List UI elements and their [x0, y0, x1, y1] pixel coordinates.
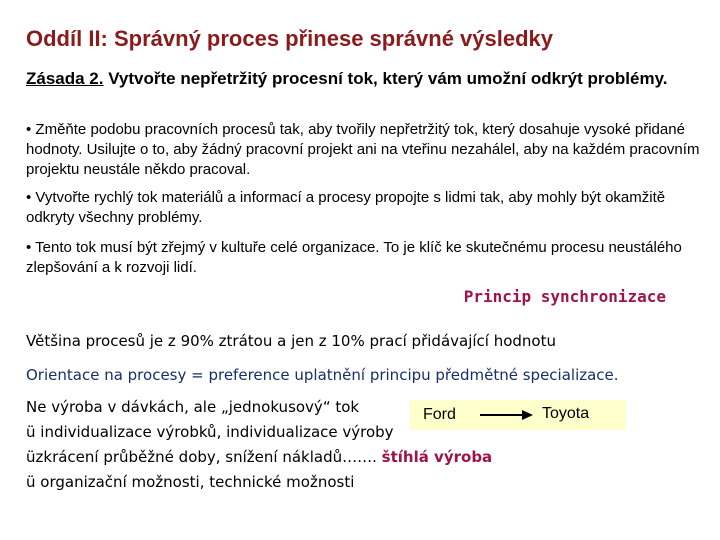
principle-heading — [26, 68, 706, 89]
bullet-fast-flow: • Vytvořte rychlý tok materiálů a informací a procesy propojte s lidmi tak, aby mohly být okamžitě odkryty všechny problémy. — [26, 189, 666, 226]
check-organizational: ü organizační možnosti, technické možnosti — [26, 473, 355, 491]
check-shortening — [26, 448, 492, 466]
batch-statement: Ne výroba v dávkách, ale „jednokusový“ tok — [26, 398, 360, 416]
shortening-text: üzkrácení průběžné doby, snížení nákladů……. — [26, 448, 382, 466]
principle-text: Vytvořte nepřetržitý procesní tok, který vám umožní odkrýt problémy. — [103, 69, 668, 88]
toyota-label: Toyota — [542, 405, 590, 422]
bullet-continuous-flow: • Změňte podobu pracovních procesů tak, aby tvořily nepřetržitý tok, který dosahuje vysoké přidané hodnoty. Usilujte o to, aby žádný pracovní projekt ani na vteřinu nezahálel, aby na každém pracovním projektu neustále někdo pracoval. — [26, 121, 700, 178]
ford-label: Ford — [423, 406, 456, 423]
principle-number: Zásada 2. — [26, 69, 104, 88]
ford-toyota-box — [410, 400, 626, 430]
sync-principle-label: Princip synchronizace — [463, 287, 666, 306]
slide-title: Oddíl II: Správný proces přinese správné výsledky — [26, 26, 554, 51]
orientation-statement: Orientace na procesy = preference uplatnění principu předmětné specializace. — [26, 366, 619, 384]
arrow-right-icon — [478, 406, 534, 424]
check-individualization: ü individualizace výrobků, individualizace výroby — [26, 423, 394, 441]
bullet-culture: • Tento tok musí být zřejmý v kultuře celé organizace. To je klíč ke skutečnému procesu neustálého zlepšování a k rozvoji lidí. — [26, 239, 682, 276]
lean-production-label: štíhlá výroba — [381, 448, 493, 466]
waste-statement: Většina procesů je z 90% ztrátou a jen z 10% prací přidávající hodnotu — [26, 332, 556, 350]
